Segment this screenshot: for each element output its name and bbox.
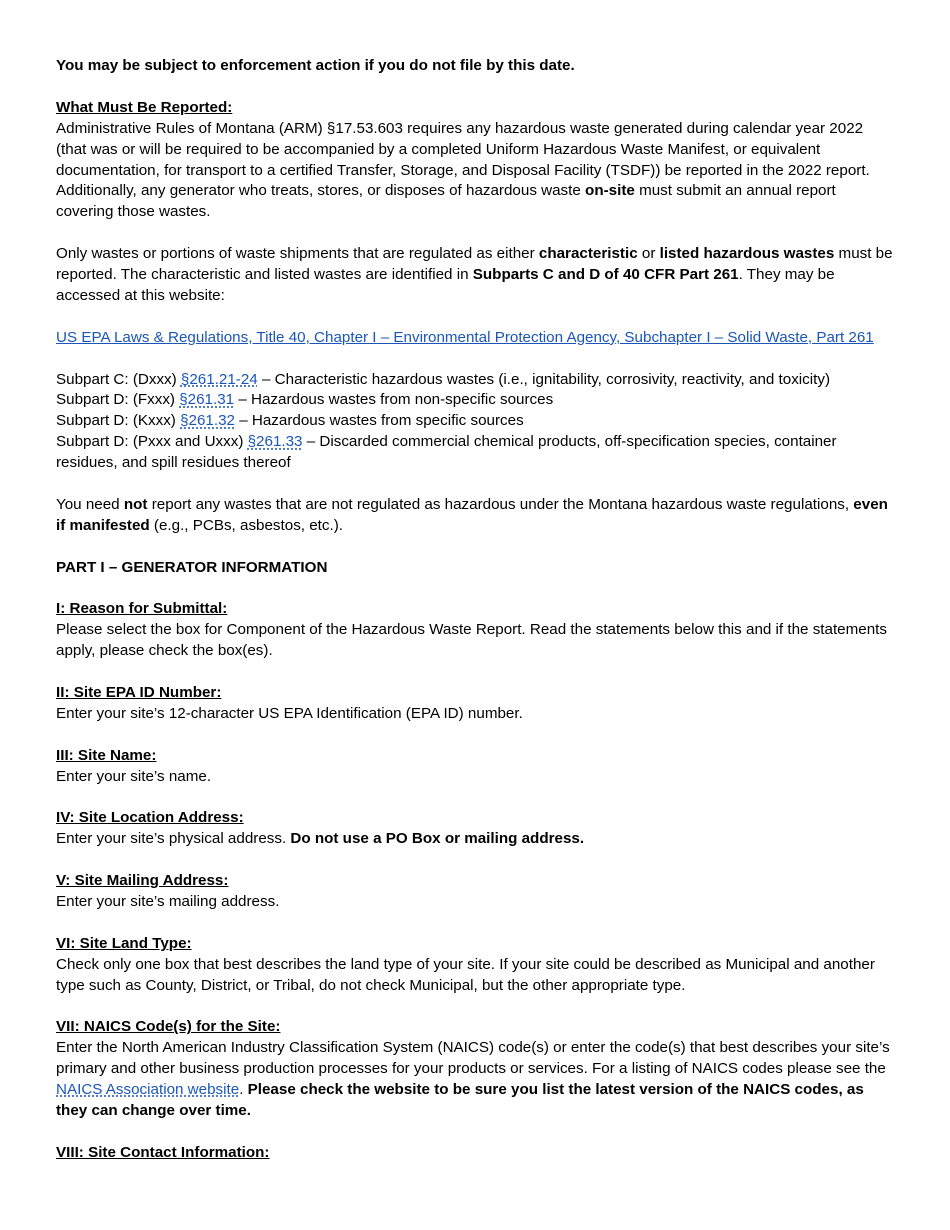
bold-not: not: [123, 495, 148, 513]
subpart-description: – Hazardous wastes from specific sources: [234, 412, 524, 430]
section-6-body: Check only one box that best describes the land type of your site. If your site could be described as Municipal and another type such as County, District, or Tribal, do not check Municipal, but the other appropriate type.: [56, 955, 875, 994]
subpart-link-261-21-24[interactable]: §261.21-24: [180, 370, 258, 388]
text-run: (e.g., PCBs, asbestos, etc.).: [149, 516, 343, 534]
naics-association-link[interactable]: NAICS Association website: [56, 1081, 240, 1099]
bold-listed-hazardous-wastes: listed hazardous wastes: [659, 245, 835, 263]
section-1-heading: I: Reason for Submittal:: [56, 600, 228, 618]
subpart-d-pu-line: [56, 432, 894, 474]
text-run: You need: [56, 495, 124, 513]
text-run: must be reported. The characteristic and listed wastes are identified in: [56, 245, 893, 284]
enforcement-notice: You may be subject to enforcement action if you do not file by this date.: [56, 57, 575, 74]
section-8-heading: VIII: Site Contact Information:: [56, 1143, 270, 1161]
text-run: Only wastes or portions of waste shipments that are regulated as either: [56, 245, 539, 263]
subparts-list: [56, 370, 894, 475]
subpart-link-261-31[interactable]: §261.31: [179, 391, 235, 409]
subpart-link-261-32[interactable]: §261.32: [180, 412, 235, 430]
text-run: must submit an annual report covering those wastes.: [56, 182, 836, 221]
section-7-heading: VII: NAICS Code(s) for the Site:: [56, 1018, 281, 1036]
subpart-description: – Discarded commercial chemical products, off-specification species, container residues, and spill residues thereof: [56, 433, 837, 472]
text-run: Enter the North American Industry Classification System (NAICS) code(s) or enter the code(s) that best describes your site’s primary and other business production processes for your products or services. For a listing of NAICS codes please see the: [56, 1039, 890, 1078]
section-6-heading: VI: Site Land Type:: [56, 934, 192, 952]
text-run: or: [637, 245, 660, 263]
text-run: Administrative Rules of Montana (ARM) §17.53.603 requires any hazardous waste generated during calendar year 2022 (that was or will be required to be accompanied by a completed Uniform Hazardous Waste Manifest, or equivalent documentation, for transport to a certified Transfer, Storage, and Disposal Facility (TSDF)) be reported in the 2022 report. Additionally, any generator who treats, stores, or disposes of hazardous waste: [56, 119, 870, 200]
epa-link-paragraph: [56, 328, 894, 349]
section-5-heading: V: Site Mailing Address:: [56, 872, 229, 890]
section-4-heading: IV: Site Location Address:: [56, 809, 244, 827]
bold-characteristic: characteristic: [538, 245, 638, 263]
part-1-title: PART I – GENERATOR INFORMATION: [56, 558, 328, 576]
subpart-label: Subpart D: (Kxxx): [56, 412, 181, 430]
subpart-c-line: [56, 370, 894, 391]
what-reported-paragraph-2: [56, 244, 894, 307]
subpart-label: Subpart D: (Fxxx): [56, 391, 180, 409]
section-7-body: [56, 1038, 894, 1122]
bold-subparts-reference: Subparts C and D of 40 CFR Part 261: [472, 266, 739, 284]
text-run: Enter your site’s physical address.: [56, 830, 291, 848]
subpart-label: Subpart D: (Pxxx and Uxxx): [56, 433, 248, 451]
section-3-body: Enter your site’s name.: [56, 767, 212, 785]
bold-no-po-box: Do not use a PO Box or mailing address.: [290, 830, 585, 848]
bold-on-site: on-site: [585, 182, 635, 200]
what-reported-heading: What Must Be Reported:: [56, 98, 233, 116]
subpart-description: – Hazardous wastes from non-specific sources: [234, 391, 554, 409]
not-reported-paragraph: [56, 495, 894, 537]
section-2-heading: II: Site EPA ID Number:: [56, 684, 222, 702]
text-run: report any wastes that are not regulated as hazardous under the Montana hazardous waste regulations,: [147, 495, 854, 513]
section-1-body: Please select the box for Component of the Hazardous Waste Report. Read the statements below this and if the statements apply, please check the box(es).: [56, 621, 887, 660]
section-2-body: Enter your site’s 12-character US EPA Identification (EPA ID) number.: [56, 704, 523, 722]
subpart-description: – Characteristic hazardous wastes (i.e., ignitability, corrosivity, reactivity, and toxicity): [257, 370, 831, 388]
section-3-heading: III: Site Name:: [56, 746, 157, 764]
subpart-label: Subpart C: (Dxxx): [56, 370, 181, 388]
subpart-d-f-line: [56, 390, 894, 411]
text-run: . They may be accessed at this website:: [56, 266, 835, 304]
what-reported-paragraph-1: [56, 119, 894, 224]
section-4-body: [56, 829, 894, 850]
bold-naics-note: Please check the website to be sure you list the latest version of the NAICS codes, as they can change over time.: [56, 1081, 864, 1120]
section-5-body: Enter your site’s mailing address.: [56, 893, 280, 911]
epa-regulations-link[interactable]: US EPA Laws & Regulations, Title 40, Chapter I – Environmental Protection Agency, Subchapter I – Solid Waste, Part 261: [56, 328, 874, 346]
subpart-link-261-33[interactable]: §261.33: [247, 433, 303, 451]
text-run: .: [239, 1081, 248, 1099]
subpart-d-k-line: [56, 411, 894, 432]
bold-even-if-manifested: even if manifested: [56, 495, 888, 534]
